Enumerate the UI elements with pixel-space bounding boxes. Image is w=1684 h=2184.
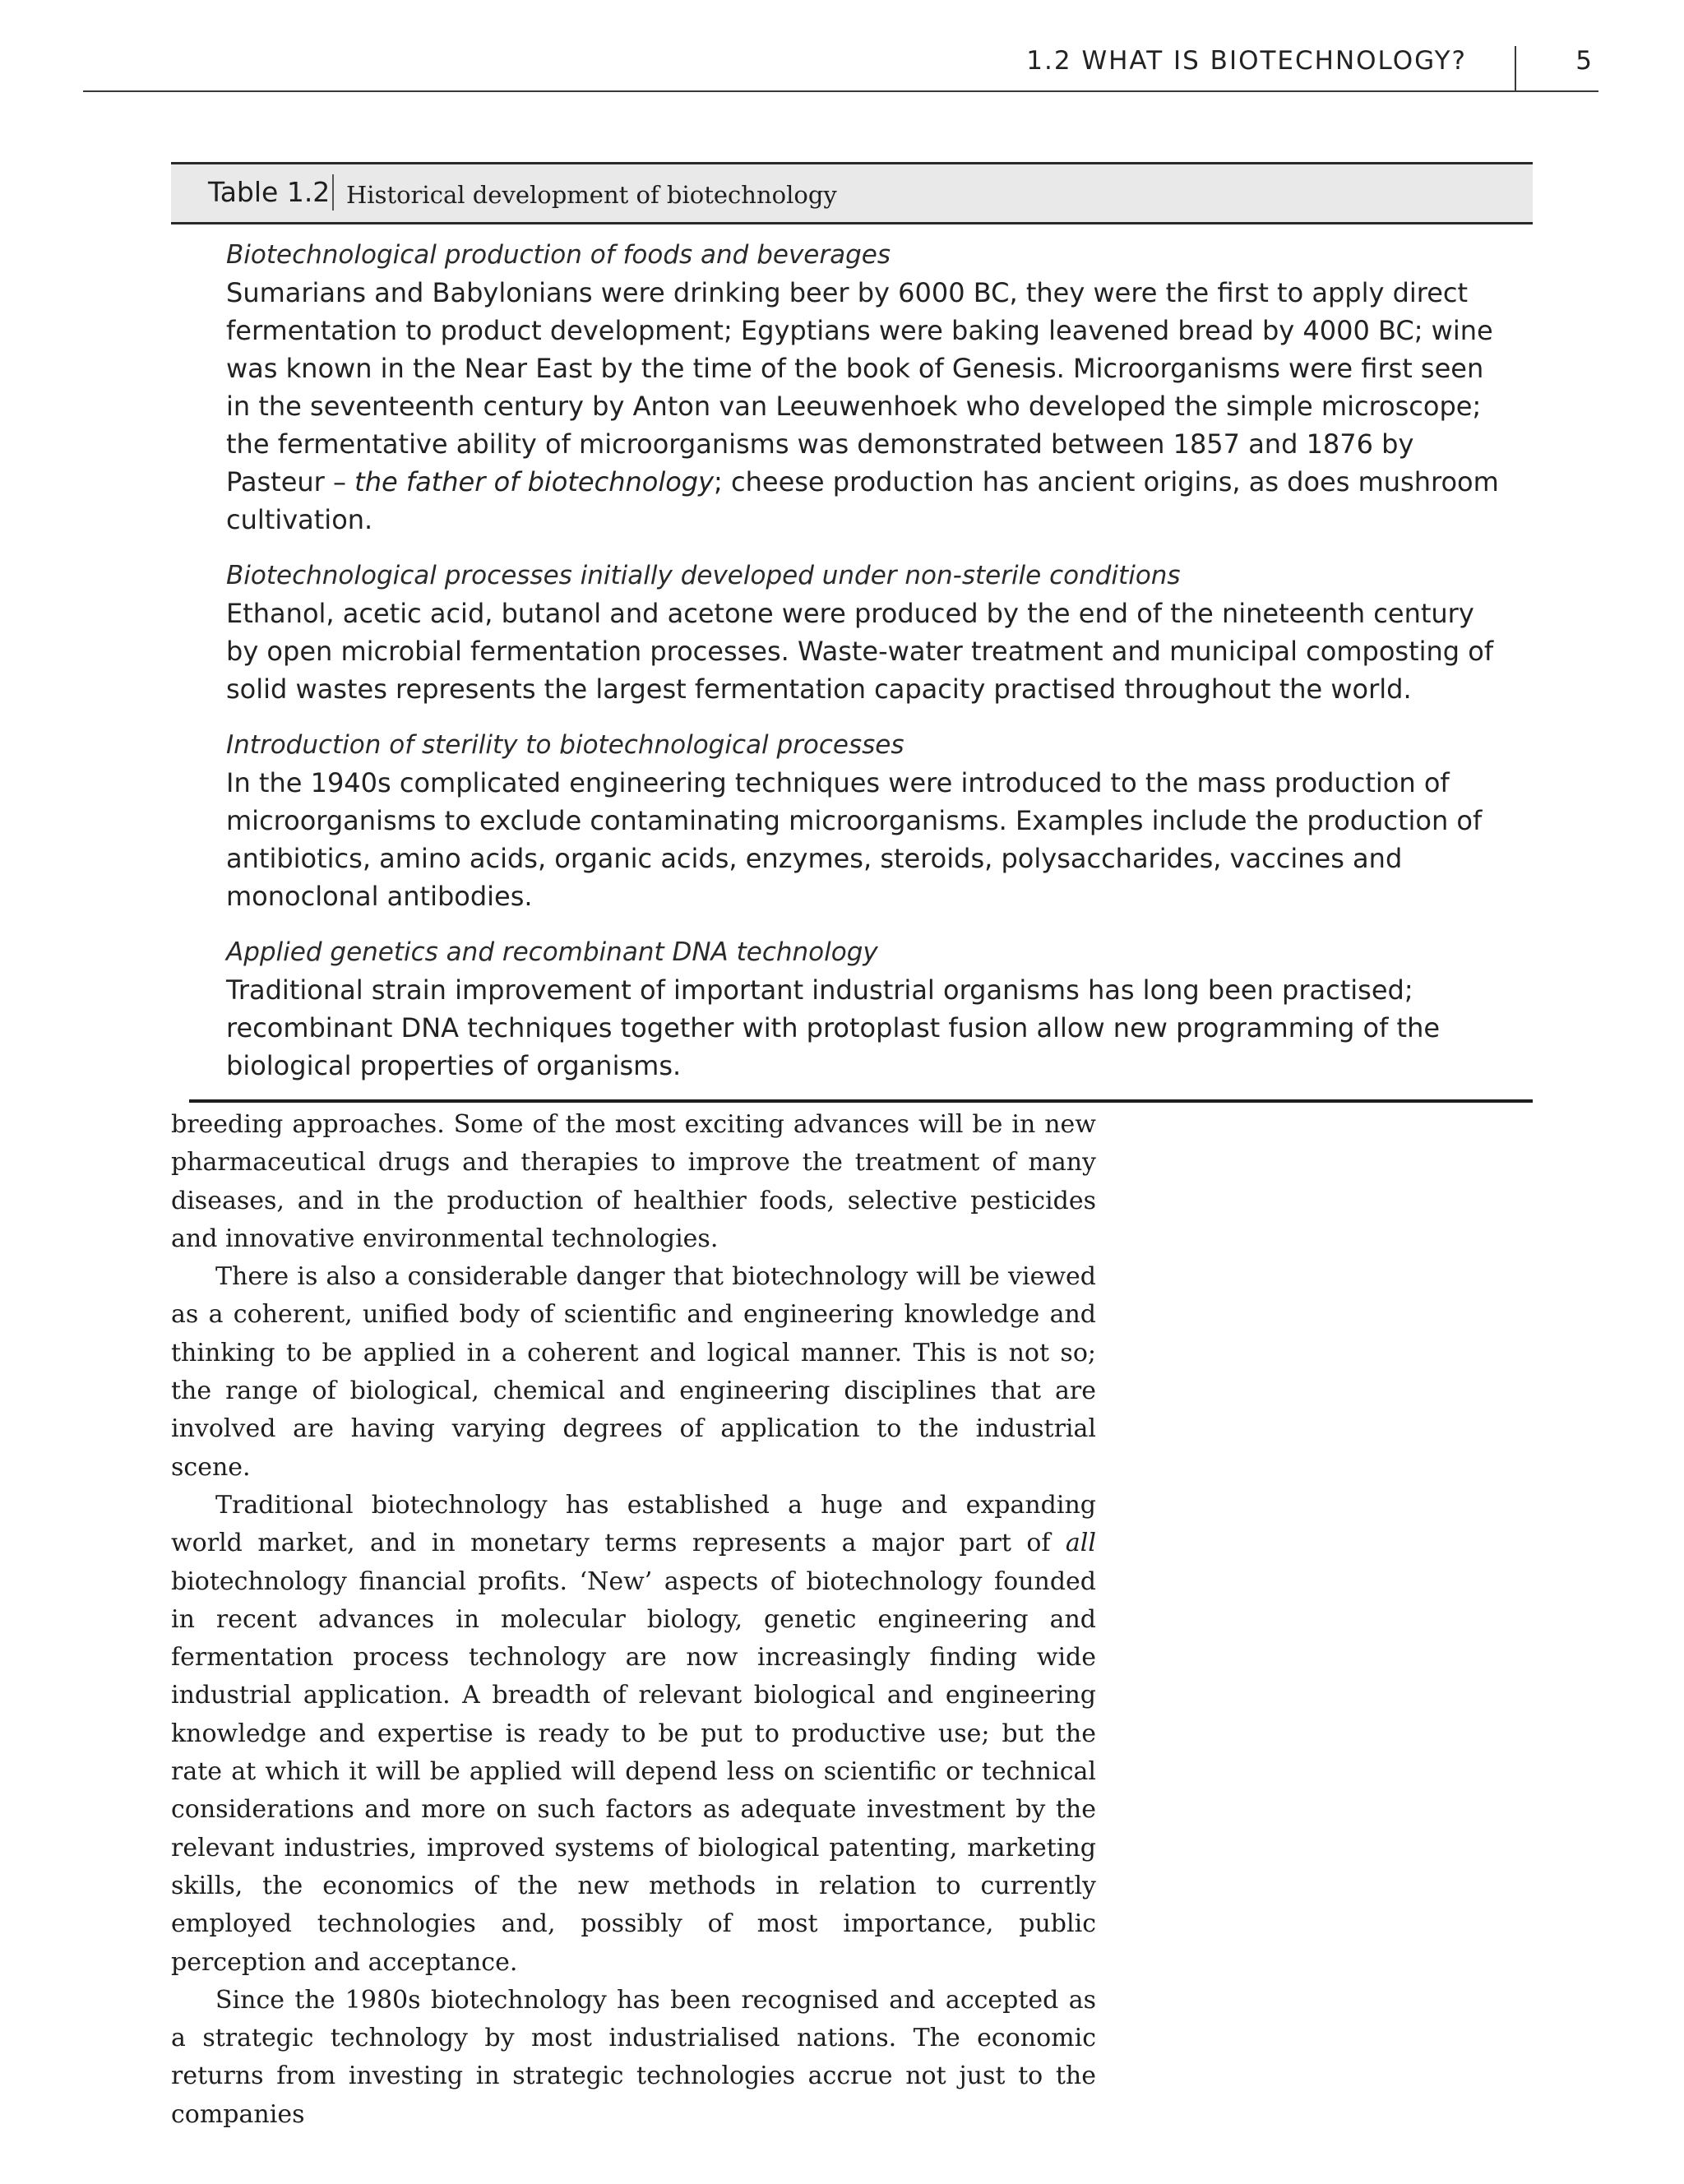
section-text: Ethanol, acetic acid, butanol and acetone were produced by the end of the nineteenth century by open microbial fermentation processes. Waste-water treatment and municipal composting of solid wastes represents the largest fermentation capacity practised throughout the world. bbox=[226, 598, 1494, 705]
paragraph: Since the 1980s biotechnology has been recognised and accepted as a strategic technology by most industrialised nations. The economic returns from investing in strategic technologies accrue not just to the companies bbox=[171, 1985, 1096, 2129]
running-header bbox=[83, 0, 1598, 92]
paragraph: There is also a considerable danger that biotechnology will be viewed as a coherent, unified body of scientific and engineering knowledge and thinking to be applied in a coherent and logical manner. This is not so; the range of biological, chemical and engineering disciplines that are involved are having varying degrees of application to the industrial scene. bbox=[171, 1262, 1096, 1482]
table-caption-bar bbox=[171, 162, 1533, 224]
table-section-genetics bbox=[226, 933, 1508, 1085]
header-divider bbox=[1515, 46, 1516, 90]
section-text: In the 1940s complicated engineering techniques were introduced to the mass production of microorganisms to exclude contaminating microorganisms. Examples include the production of antibiotics, amino acids, organic acids, enzymes, steroids, polysaccharides, vaccines and monoclonal antibodies. bbox=[226, 767, 1483, 912]
section-heading: Applied genetics and recombinant DNA technology bbox=[226, 937, 878, 967]
paragraph: breeding approaches. Some of the most exciting advances will be in new pharmaceutical drugs and therapies to improve the treatment of many diseases, and in the production of healthier foods, selective pesticides and innovative environmental technologies. bbox=[171, 1110, 1096, 1253]
paragraph-italic: all bbox=[1065, 1529, 1096, 1558]
table-section-sterility bbox=[226, 726, 1508, 915]
table-title: Historical development of biotechnology bbox=[346, 181, 837, 209]
table-label: Table 1.2 bbox=[208, 176, 331, 208]
page-number: 5 bbox=[1575, 46, 1592, 76]
paragraph-part: biotechnology financial profits. ‘New’ aspects of biotechnology founded in recent advances in molecular biology, genetic engineering and fermentation process technology are now increasingly finding wide industrial application. A breadth of relevant biological and engineering knowledge and expertise is ready to be put to productive use; but the rate at which it will be applied will depend less on scientific or technical considerations and more on such factors as adequate investment by the relevant industries, improved systems of biological patenting, marketing skills, the economics of the new methods in relation to currently employed technologies and, possibly of most importance, public perception and acceptance. bbox=[171, 1566, 1096, 1977]
section-text: Traditional strain improvement of important industrial organisms has long been practised; recombinant DNA techniques together with protoplast fusion allow new programming of the biological properties of organisms. bbox=[226, 974, 1441, 1081]
table-body bbox=[189, 224, 1533, 1103]
paragraph bbox=[171, 1487, 1096, 1982]
table-section-foods bbox=[226, 236, 1508, 539]
running-header-title: 1.2 WHAT IS BIOTECHNOLOGY? bbox=[1026, 46, 1467, 76]
caption-divider bbox=[332, 174, 334, 211]
section-text-part: Sumarians and Babylonians were drinking beer by 6000 BC, they were the first to apply direct fermentation to product development; Egyptians were baking leavened bread by 4000 BC; wine was known in the Near East by the time of the book of Genesis. Microorganisms were first seen in the seventeenth century by Anton van Leeuwenhoek who developed the simple microscope; the fermentative ability of microorganisms was demonstrated between 1857 and 1876 by Pasteur – bbox=[226, 277, 1493, 497]
section-heading: Biotechnological production of foods and beverages bbox=[226, 240, 891, 270]
section-text-part: ; cheese production has ancient origins, as does mushroom cultivation. bbox=[226, 466, 1499, 535]
section-text-italic: the father of biotechnology bbox=[354, 466, 715, 497]
section-heading: Introduction of sterility to biotechnological processes bbox=[226, 730, 904, 760]
body-text bbox=[171, 1106, 1096, 2134]
table-section-non-sterile bbox=[226, 557, 1508, 708]
paragraph-part: Traditional biotechnology has established a huge and expanding world market, and in monetary terms represents a major part of bbox=[171, 1490, 1096, 1558]
table-1-2 bbox=[171, 162, 1533, 1103]
section-text bbox=[226, 274, 1508, 539]
section-heading: Biotechnological processes initially developed under non-sterile conditions bbox=[226, 561, 1181, 590]
